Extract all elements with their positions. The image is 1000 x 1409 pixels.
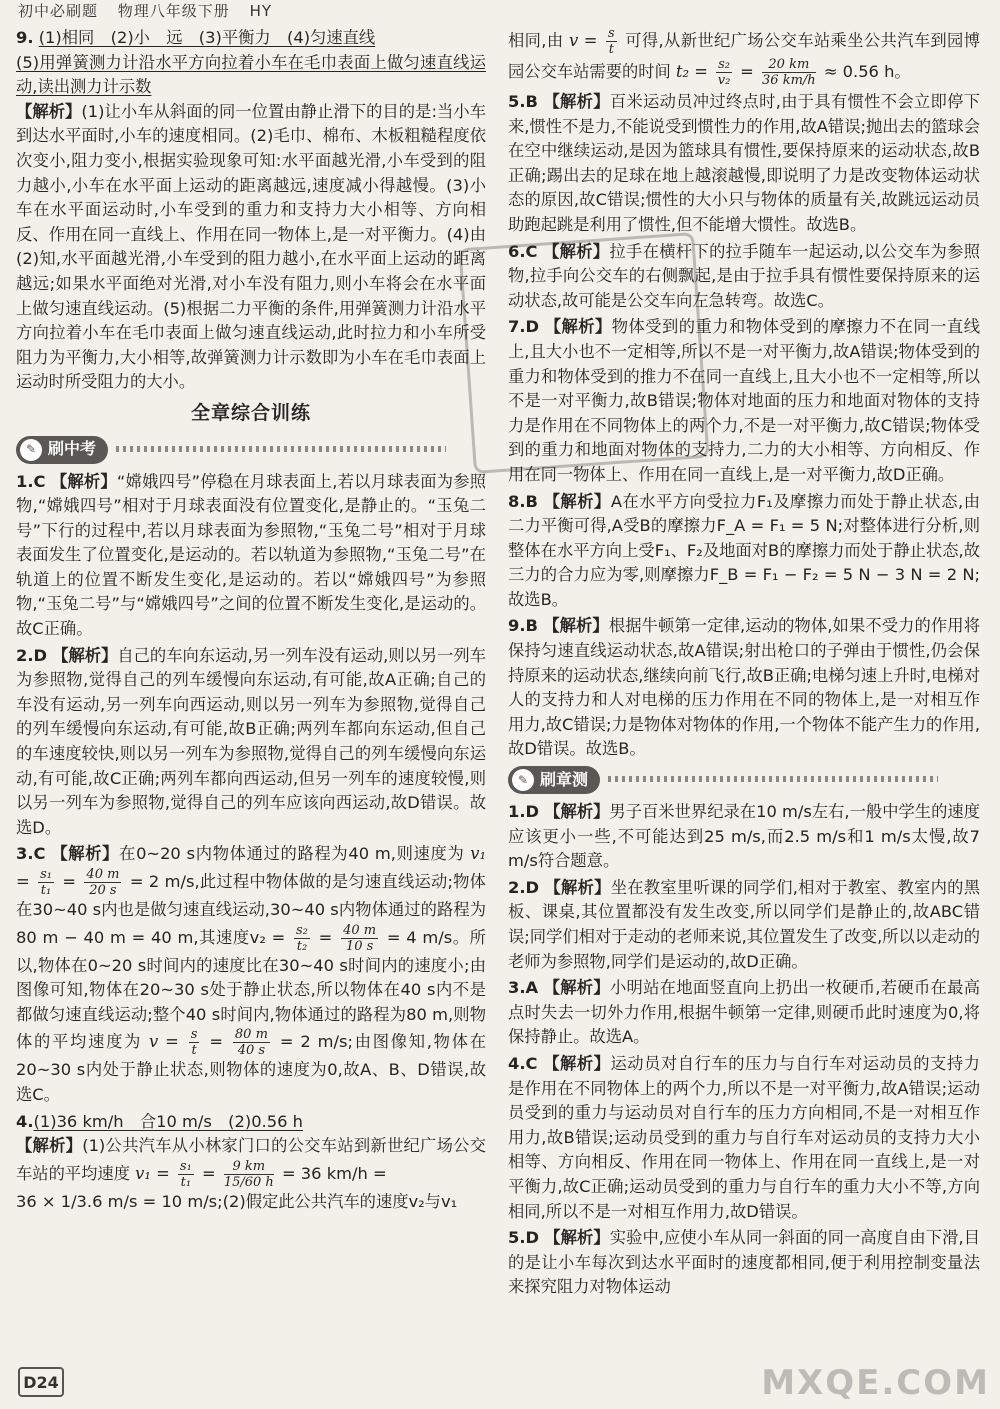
left-column [16,26,486,1216]
pencil-icon: ✎ [20,439,42,461]
fraction: $\frac{\text{s₁}}{\text{t₁}}$ [179,1158,192,1190]
question-8: 8.B 【解析】A在水平方向受拉力F₁及摩擦力而处于静止状态,由二力平衡可得,A受B的摩擦力F_A = F₁ = 5 N;对整体进行分析,则整体在水平方向上受F₁、F₂及地面对B的摩擦力而处于静止状态,故三力的合力应为零,则摩擦力F_B = F₁ − F₂ = 5 N − 3 N = 2 N;故选B。 [508,491,980,609]
chapter-question-1: 1.D 【解析】男子百米世界纪录在10 m/s左右,一般中学生的速度应该更小一些,不可能达到25 m/s,而2.5 m/s和1 m/s太慢,故7 m/s符合题意。 [508,802,980,871]
question-4-continued: 相同,由 v = $\frac{s}{t}$ 可得,从新世纪广场公交车站乘坐公共汽车到园博园公交车站需要的时间 t₂ = $\frac{\text{s₂}}{\text{v₂}}$ = $\frac{20 km}{36 km/h}$ ≈ 0.56 h。 [508,26,980,88]
question-1: 1.C 【解析】“嫦娥四号”停稳在月球表面上,若以月球表面为参照物,“嫦娥四号”相对于月球表面没有位置变化,是静止的。“玉兔二号”下行的过程中,若以月球表面为参照物,“玉兔二号”相对于月球表面发生了位置变化,是运动的。若以轨道为参照物,“玉兔二号”在轨道上的位置不断发生变化,是运动的。若以“嫦娥四号”为参照物,“玉兔二号”与“嫦娥四号”之间的位置不断发生变化,是运动的。故C正确。 [16,471,486,639]
fraction: $\frac{\text{s₁}}{\text{t₁}}$ [40,867,52,898]
running-header [18,0,286,22]
dotted-divider [608,776,938,782]
answer-line: (1)相同 (2)小 远 (3)平衡力 (4)匀速直线 [38,28,376,47]
pencil-icon: ✎ [512,769,534,791]
question-9-prev: 9. (1)相同 (2)小 远 (3)平衡力 (4)匀速直线 (5)用弹簧测力计沿水平方向拉着小车在毛巾表面上做匀速直线运动,读出测力计示数 【解析】(1)让小车从斜面的同一位置由静止滑下的目的是:当小车到达水平面时,小车的速度相同。(2)毛巾、棉布、木板粗糙程度依次变小,阻力变小,根据实验现象可知:水平面越光滑,小车受到的阻力越小,小车在水平面上运动的距离越远,速度减小得越慢。(3)小车在水平面运动时,小车受到的重力和支持力大小相等、方向相反、作用在同一直线上、作用在同一物体上,是一对平衡力。(4)由(2)知,水平面越光滑,小车受到的阻力越小,在水平面上运动的距离越远;如果水平面绝对光滑,对小车没有阻力,则小车将会在水平面上做匀速直线运动。(5)根据二力平衡的条件,用弹簧测力计沿水平方向拉着小车在毛巾表面上做匀速直线运动,此时拉力和小车所受阻力为平衡力,大小相等,故弹簧测力计示数即为小车在毛巾表面上运动时所受阻力的大小。 [16,28,486,392]
question-4: 4.(1)36 km/h 合10 m/s (2)0.56 h 【解析】(1)公共汽车从小林家门口的公交车站到新世纪广场公交车站的平均速度 v₁ = $\frac{\text{s₁}}{\text{t₁}}$ = $\frac{9 km}{15/60 h}$ = 36 km/h = 36 × 1/3.6 m/s = 10 m/s;(2)假定此公共汽车的速度v₂与v₁ [16,1111,486,1211]
dotted-divider [116,446,446,452]
analysis-text: (1)让小车从斜面的同一位置由静止滑下的目的是:当小车到达水平面时,小车的速度相同。(2)毛巾、棉布、木板粗糙程度依次变小,阻力变小,根据实验现象可知:水平面越光滑,小车受到的阻力越小,小车在水平面上运动的距离越远,速度减小得越慢。(3)小车在水平面运动时,小车受到的重力和支持力大小相等、方向相反、作用在同一直线上、作用在同一物体上,是一对平衡力。(4)由(2)知,水平面越光滑,小车受到的阻力越小,在水平面上运动的距离越远;如果水平面绝对光滑,对小车没有阻力,则小车将会在水平面上做匀速直线运动。(5)根据二力平衡的条件,用弹簧测力计沿水平方向拉着小车在毛巾表面上做匀速直线运动,此时拉力和小车所受阻力为平衡力,大小相等,故弹簧测力计示数即为小车在毛巾表面上运动时所受阻力的大小。 [16,101,486,392]
header-subject: 物理八年级下册 [117,2,230,20]
fraction: $\frac{9 km}{15/60 h}$ [223,1158,274,1190]
answer-line: (5)用弹簧测力计沿水平方向拉着小车在毛巾表面上做匀速直线运动,读出测力计示数 [16,52,486,97]
fraction: $\frac{s}{t}$ [607,26,615,57]
fraction: $\frac{\text{s₂}}{\text{t₂}}$ [296,922,308,954]
section-title: 全章综合训练 [190,401,311,424]
section-badge-zhongkao: ✎ 刷中考 [16,434,486,470]
chapter-question-3: 3.A 【解析】小明站在地面竖直向上扔出一枚硬币,若硬币在最高点时失去一切外力作用,根据牛顿第一定律,则硬币此时速度为0,将保持静止。故选A。 [508,978,980,1047]
question-6: 6.C 【解析】拉手在横杆下的拉手随车一起运动,以公交车为参照物,拉手向公交车的右侧飘起,是由于拉手具有惯性要保持原来的运动状态,故可能是公交车向左急转弯。故选C。 [508,241,980,310]
question-5: 5.B 【解析】百米运动员冲过终点时,由于具有惯性不会立即停下来,惯性不是力,不能说受到惯性力的作用,故A错误;抛出去的篮球会在空中继续运动,是因为篮球具有惯性,要保持原来的运动状态,故B正确;踢出去的足球在地上越滚越慢,即说明了力是改变物体运动状态的原因,故C错误;惯性的大小只与物体的质量有关,故跳远运动员助跑起跳是利用了惯性,但不能增大惯性。故选B。 [508,92,980,234]
fraction: $\frac{40 m}{10 s}$ [343,922,377,954]
question-9: 9.B 【解析】根据牛顿第一定律,运动的物体,如果不受力的作用将保持匀速直线运动状态,故A错误;射出枪口的子弹由于惯性,仍会保持原来的运动状态,继续向前飞行,故B正确;电梯匀速上升时,电梯对人的支持力和人对电梯的压力作用在不同的物体上,是一对相互作用力,故C错误;力是物体对物体的作用,一个物体不能产生力的作用,故D错误。故选B。 [508,616,980,759]
fraction: $\frac{20 km}{36 km/h}$ [762,57,816,88]
fraction: $\frac{s}{t}$ [190,1027,198,1059]
chapter-question-4: 4.C 【解析】运动员对自行车的压力与自行车对运动员的支持力是作用在不同物体上的两个力,所以不是一对平衡力,故A错误;运动员受到的重力与运动员对自行车的压力方向相同,不是一对相互作用力,故B错误;运动员受到的重力与自行车对运动员的支持力大小相等、方向相反、作用在同一物体上、作用在同一直线上,是一对平衡力,故C正确;运动员受到的重力与自行车的重力大小不等,方向相同,所以不是一对相互作用力,故D错误。 [508,1053,980,1221]
section-badge-zhangce: ✎ 刷章测 [508,764,980,800]
fraction: $\frac{\text{s₂}}{\text{v₂}}$ [717,57,731,88]
right-column [508,26,980,1302]
fraction: $\frac{80 m}{40 s}$ [234,1027,268,1059]
page-number: D24 [18,1367,64,1397]
chapter-question-5: 5.D 【解析】实验中,应使小车从同一斜面的同一高度自由下滑,目的是让小车每次到达水平面时的速度都相同,便于利用控制变量法来探究阻力对物体运动 [508,1228,980,1297]
fraction: $\frac{40 m}{20 s}$ [86,867,120,898]
header-series: 初中必刷题 [18,2,99,20]
question-7: 7.D 【解析】物体受到的重力和物体受到的摩擦力不在同一直线上,且大小也不一定相等,所以不是一对平衡力,故A错误;物体受到的重力和物体受到的推力不在同一直线上,且大小也不一定相等,所以不是一对平衡力,故B错误;物体对地面的压力和地面对物体的支持力是作用在不同物体上的两个力,不是一对平衡力,故C错误;物体受到的重力和地面对物体的支持力,二力的大小相等、方向相反、作用在同一物体上、作用在同一直线上,是一对平衡力,故D正确。 [508,317,980,484]
question-2: 2.D 【解析】自己的车向东运动,另一列车没有运动,则以另一列车为参照物,觉得自己的列车缓慢向东运动,有可能,故A正确;自己的车没有运动,另一列车向西运动,则以另一列车为参照物,觉得自己的列车缓慢向东运动,有可能,故B正确;两列车都向东运动,但自己的车速度较快,则以另一列车为参照物,觉得自己的列车缓慢向东运动,有可能,故C正确;两列车都向西运动,但另一列车的速度较慢,则以另一列车为参照物,觉得自己的列车应该向西运动,故D错误。故选D。 [16,645,486,837]
header-edition: HY [249,2,273,20]
question-3: 3.C 【解析】在0~20 s内物体通过的路程为40 m,则速度为 v₁ = $\frac{\text{s₁}}{\text{t₁}}$ = $\frac{40 m}{20 s}$ = 2 m/s,此过程中物体做的是匀速直线运动;物体在30~40 s内也是做匀速直线运动,30~40 s内物体通过的路程为80 m − 40 m = 40 m,其速度v₂ = $\frac{\text{s₂}}{\text{t₂}}$ = $\frac{40 m}{10 s}$ = 4 m/s。所以,物体在0~20 s时间内的速度比在30~40 s时间内的速度小;由图像可知,物体在20~30 s处于静止状态,所以物体在40 s内不是都做匀速直线运动;整个40 s时间内,物体通过的路程为80 m,则物体的平均速度为 v = $\frac{s}{t}$ = $\frac{80 m}{40 s}$ = 2 m/s;由图像知,物体在20~30 s内处于静止状态,则物体的速度为0,故A、B、D错误,故选C。 [16,844,486,1104]
chapter-question-2: 2.D 【解析】坐在教室里听课的同学们,相对于教室、教室内的黑板、课桌,其位置都没有发生改变,所以同学们是静止的,故ABC错误;同学们相对于走动的老师来说,其位置发生了改变,所以以走动的老师为参照物,同学们是运动的,故D正确。 [508,877,980,971]
site-watermark: MXQE.COM [761,1363,990,1403]
